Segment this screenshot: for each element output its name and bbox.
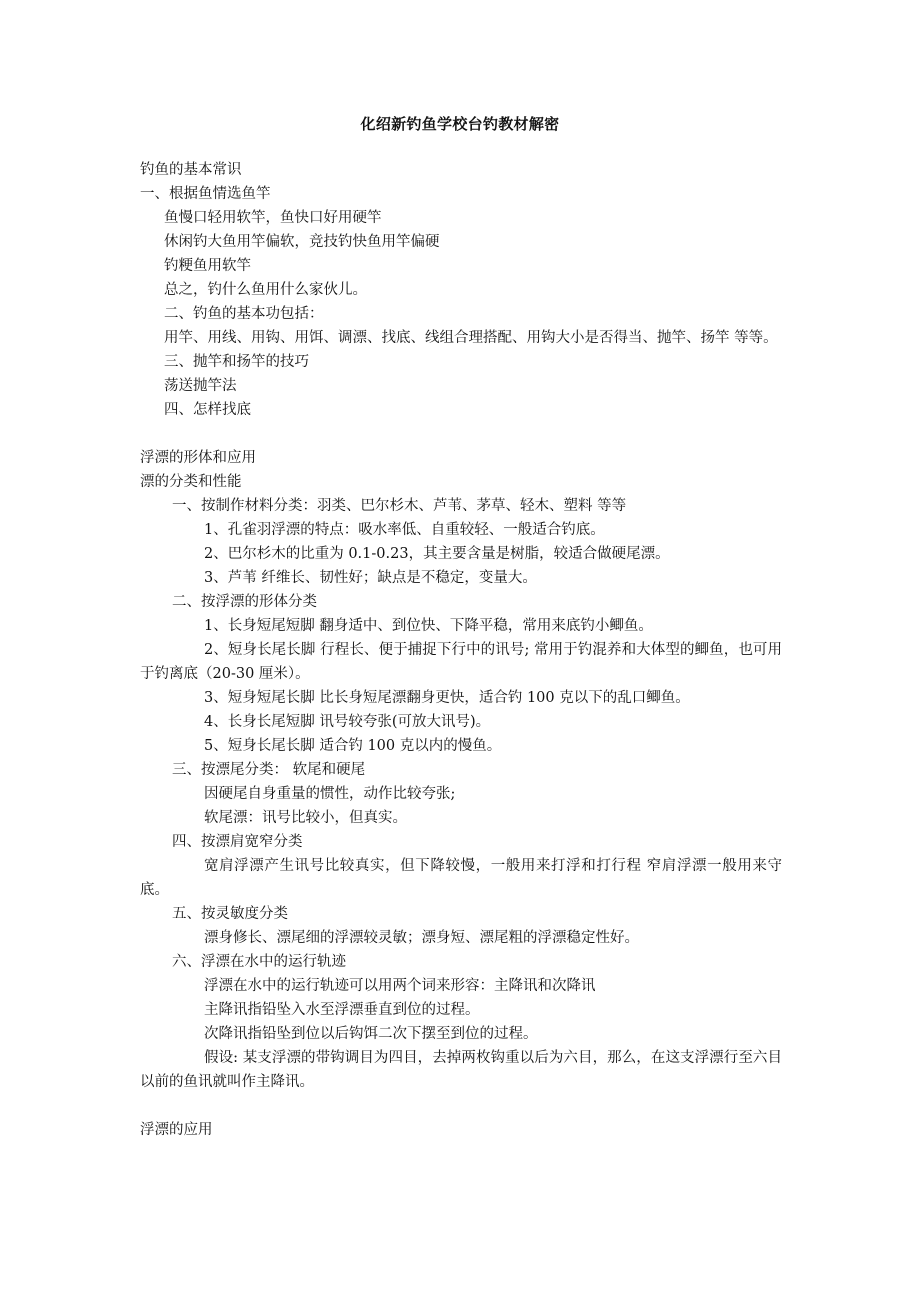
paragraph-line: 3、芦苇 纤维长、韧性好；缺点是不稳定，变量大。 (204, 570, 537, 586)
paragraph-line: 漂身修长、漂尾细的浮漂较灵敏；漂身短、漂尾粗的浮漂稳定性好。 (204, 930, 639, 946)
paragraph-line: 4、长身长尾短脚 讯号较夸张(可放大讯号)。 (204, 714, 491, 730)
category-heading: 一、按制作材料分类：羽类、巴尔杉木、芦苇、茅草、轻木、塑料 等等 (172, 498, 627, 514)
category-heading: 六、浮漂在水中的运行轨迹 (172, 954, 346, 970)
paragraph-line: 总之，钓什么鱼用什么家伙儿。 (164, 282, 367, 298)
paragraph-line: 5、短身长尾长脚 适合钓 100 克以内的慢鱼。 (204, 738, 502, 754)
category-heading: 三、按漂尾分类： 软尾和硬尾 (172, 762, 366, 778)
paragraph-text: 2、短身长尾长脚 行程长、便于捕捉下行中的讯号; 常用于钓混养和大体型的鲫鱼，也可用于钓离底（20-30 厘米）。 (140, 642, 782, 682)
section-heading: 钓鱼的基本常识 (140, 162, 242, 178)
paragraph-line: 鱼慢口轻用软竿，鱼快口好用硬竿 (164, 210, 382, 226)
paragraph-line: 休闲钓大鱼用竿偏软，竞技钓快鱼用竿偏硬 (164, 234, 440, 250)
subsection-heading: 漂的分类和性能 (140, 474, 242, 490)
section-heading: 浮漂的应用 (140, 1122, 213, 1138)
category-heading: 四、按漂肩宽窄分类 (172, 834, 303, 850)
category-heading: 五、按灵敏度分类 (172, 906, 288, 922)
paragraph-text: 用竿、用线、用钩、用饵、调漂、找底、线组合理搭配、用钩大小是否得当、抛竿、扬竿 等等。 (164, 330, 778, 346)
section-heading: 浮漂的形体和应用 (140, 450, 256, 466)
category-heading: 二、按浮漂的形体分类 (172, 594, 317, 610)
paragraph-line: 次降讯指铅坠到位以后钩饵二次下摆至到位的过程。 (204, 1026, 538, 1042)
paragraph-line: 1、孔雀羽浮漂的特点：吸水率低、自重较轻、一般适合钓底。 (204, 522, 605, 538)
paragraph-line: 3、短身短尾长脚 比长身短尾漂翻身更快，适合钓 100 克以下的乱口鲫鱼。 (204, 690, 690, 706)
blank-line (140, 422, 782, 446)
paragraph-line: 软尾漂：讯号比较小，但真实。 (204, 810, 407, 826)
paragraph-line: 1、长身短尾短脚 翻身适中、到位快、下降平稳，常用来底钓小鲫鱼。 (204, 618, 653, 634)
item-heading: 三、抛竿和扬竿的技巧 (164, 354, 309, 370)
document-title: 化绍新钓鱼学校台钓教材解密 (360, 115, 560, 133)
paragraph-line: 荡送抛竿法 (164, 378, 237, 394)
document-body (140, 158, 782, 1142)
paragraph-line: 钓粳鱼用软竿 (164, 258, 251, 274)
paragraph-line: 主降讯指铅坠入水至浮漂垂直到位的过程。 (204, 1002, 480, 1018)
paragraph-line: 因硬尾自身重量的惯性，动作比较夸张; (204, 786, 456, 802)
blank-line (140, 1094, 782, 1118)
item-heading: 二、钓鱼的基本功包括： (164, 306, 324, 322)
paragraph-text: 假设: 某支浮漂的带钩调目为四目，去掉两枚钩重以后为六目，那么，在这支浮漂行至六目以前的鱼讯就叫作主降讯。 (140, 1050, 782, 1090)
item-heading: 四、怎样找底 (164, 402, 251, 418)
item-heading: 一、根据鱼情选鱼竿 (140, 186, 271, 202)
paragraph-line: 2、巴尔杉木的比重为 0.1-0.23，其主要含量是树脂，较适合做硬尾漂。 (204, 546, 670, 562)
paragraph-text: 宽肩浮漂产生讯号比较真实，但下降较慢，一般用来打浮和打行程 窄肩浮漂一般用来守底。 (140, 858, 782, 898)
paragraph-line: 浮漂在水中的运行轨迹可以用两个词来形容：主降讯和次降讯 (204, 978, 596, 994)
